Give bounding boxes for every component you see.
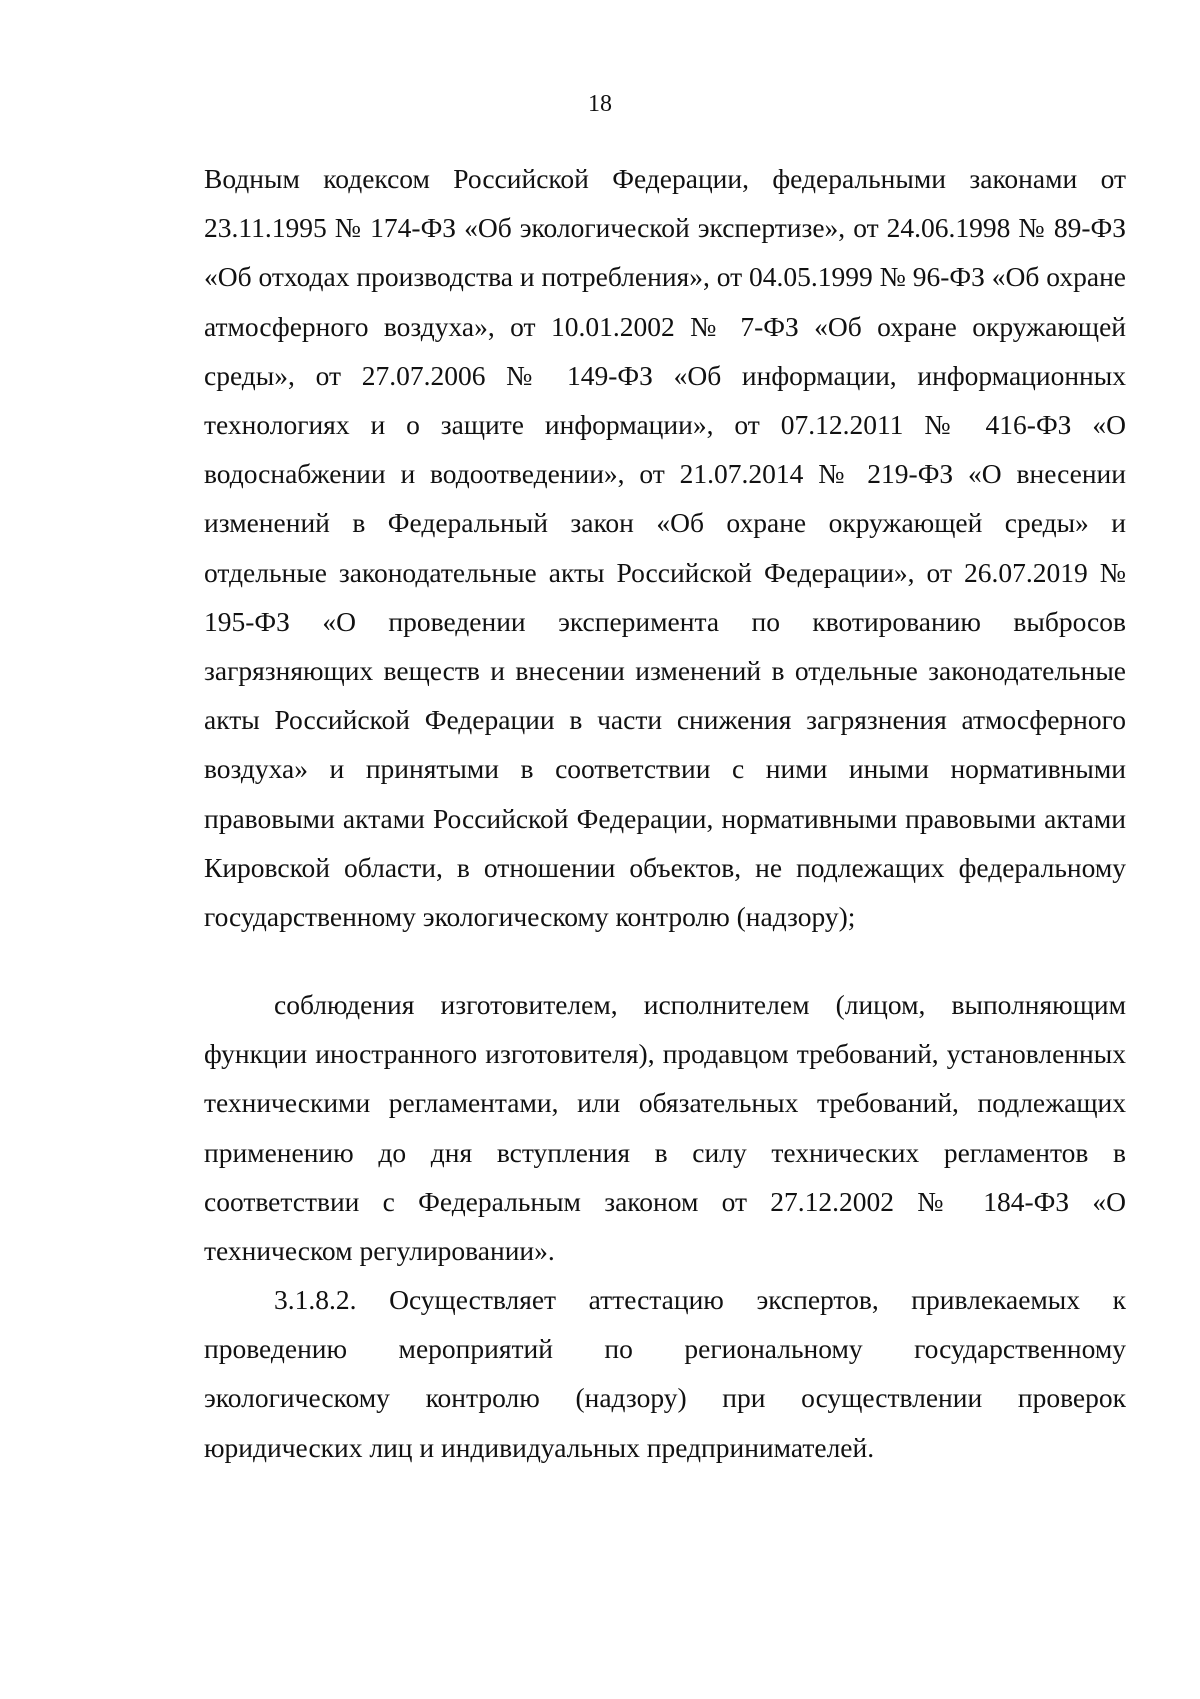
- paragraph-laws-list: Водным кодексом Российской Федерации, федеральными законами от 23.11.1995 № 174-ФЗ «Об экологической экспертизе», от 24.06.1998 № 89-ФЗ «Об отходах производства и потребления», от 04.05.1999 № 96-ФЗ «Об охране атмосферного воздуха», от 10.01.2002 № 7-ФЗ «Об охране окружающей среды», от 27.07.2006 № 149-ФЗ «Об информации, информационных технологиях и о защите информации», от 07.12.2011 № 416-ФЗ «О водоснабжении и водоотведении», от 21.07.2014 № 219-ФЗ «О внесении изменений в Федеральный закон «Об охране окружающей среды» и отдельные законодательные акты Российской Федерации», от 26.07.2019 № 195-ФЗ «О проведении эксперимента по квотированию выбросов загрязняющих веществ и внесении изменений в отдельные законодательные акты Российской Федерации в части снижения загрязнения атмосферного воздуха» и принятыми в соответствии с ними иными нормативными правовыми актами Российской Федерации, нормативными правовыми актами Кировской области, в отношении объектов, не подлежащих федеральному государственному экологическому контролю (надзору);: [204, 163, 1126, 933]
- paragraph-block-1: [204, 154, 1126, 941]
- paragraph-block-3: [204, 1275, 1126, 1472]
- paragraph-expert-certification: 3.1.8.2. Осуществляет аттестацию экспертов, привлекаемых к проведению мероприятий по региональному государственному экологическому контролю (надзору) при осуществлении проверок юридических лиц и индивидуальных предпринимателей.: [204, 1284, 1126, 1463]
- page-number: 18: [588, 91, 612, 117]
- paragraph-technical-regulations: соблюдения изготовителем, исполнителем (лицом, выполняющим функции иностранного изготовителя), продавцом требований, установленных техническими регламентами, или обязательных требований, подлежащих применению до дня вступления в силу технических регламентов в соответствии с Федеральным законом от 27.12.2002 № 184-ФЗ «О техническом регулировании».: [204, 989, 1126, 1267]
- paragraph-block-2: [204, 980, 1126, 1275]
